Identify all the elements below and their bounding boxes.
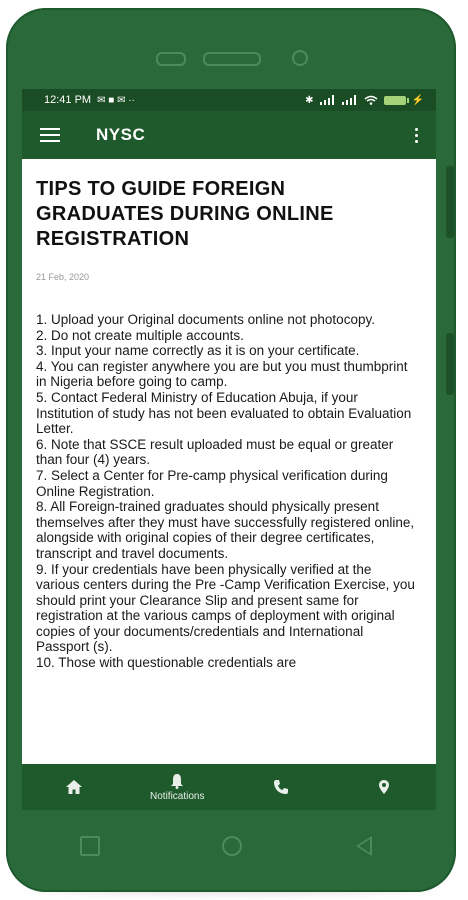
article-line: 4. You can register anywhere you are but you must thumbprint in Nigeria before going to camp. (36, 358, 408, 390)
article-line: 8. All Foreign-trained graduates should physically present themselves after they must have successfully registered online, alongside with original copies of their degree certificates, transcript and travel documents. (36, 499, 415, 561)
status-bar (22, 89, 436, 111)
home-button[interactable] (222, 836, 242, 856)
phone-screen (22, 89, 436, 806)
article-line: 1. Upload your Original documents online not photocopy. (36, 312, 375, 327)
hamburger-menu-icon[interactable] (40, 128, 60, 142)
article-title: TIPS TO GUIDE FOREIGN GRADUATES DURING ONLINE REGISTRATION (36, 178, 334, 250)
recent-apps-button[interactable] (80, 836, 100, 856)
nav-home[interactable] (29, 779, 119, 795)
signal-icon (320, 95, 336, 105)
article-line: 5. Contact Federal Ministry of Education Abuja, if your Institution of study has not been evaluated to obtain Evaluation Letter. (36, 389, 412, 437)
article-line: 7. Select a Center for Pre-camp physical verification during Online Registration. (36, 467, 388, 499)
sensor-icon (156, 52, 186, 66)
article-date: 21 Feb, 2020 (36, 272, 90, 282)
battery-icon (384, 96, 406, 105)
home-icon (65, 779, 83, 795)
volume-button[interactable] (446, 166, 454, 238)
nav-location[interactable] (339, 779, 429, 795)
article-content (22, 159, 436, 671)
article-line: 9. If your credentials have been physically verified at the various centers during the Pre -Camp Verification Exercise, you should print your Clearance Slip and present same for registration at the various camps of deployment with original copies of your documents/credentials and International Passport (s). (36, 561, 415, 655)
power-button[interactable] (446, 333, 454, 395)
more-vert-icon[interactable] (411, 124, 422, 147)
bottom-navigation (22, 764, 436, 810)
notification-icons: ✉ ■ ✉ ·· (97, 94, 135, 106)
wifi-icon (364, 95, 378, 105)
nav-phone[interactable] (236, 779, 326, 795)
signal-icon (342, 95, 358, 105)
app-bar (22, 111, 436, 159)
charging-icon: ⚡ (411, 94, 424, 106)
article-line: 10. Those with questionable credentials are (36, 655, 297, 671)
article-line: 2. Do not create multiple accounts. (36, 327, 244, 343)
bell-icon (170, 773, 184, 789)
front-camera (292, 50, 308, 66)
back-button[interactable] (356, 836, 372, 856)
status-time: 12:41 PM (44, 94, 92, 106)
nav-notifications[interactable] (132, 773, 222, 802)
app-title: NYSC (96, 125, 146, 144)
phone-icon (273, 779, 289, 795)
earpiece-speaker (203, 52, 261, 66)
article-body (36, 312, 418, 671)
article-line: 3. Input your name correctly as it is on your certificate. (36, 343, 360, 359)
location-pin-icon (378, 779, 390, 795)
article-line: 6. Note that SSCE result uploaded must be equal or greater than four (4) years. (36, 436, 394, 468)
nav-notifications-label: Notifications (150, 790, 205, 802)
bluetooth-icon: ✱ (305, 94, 314, 106)
